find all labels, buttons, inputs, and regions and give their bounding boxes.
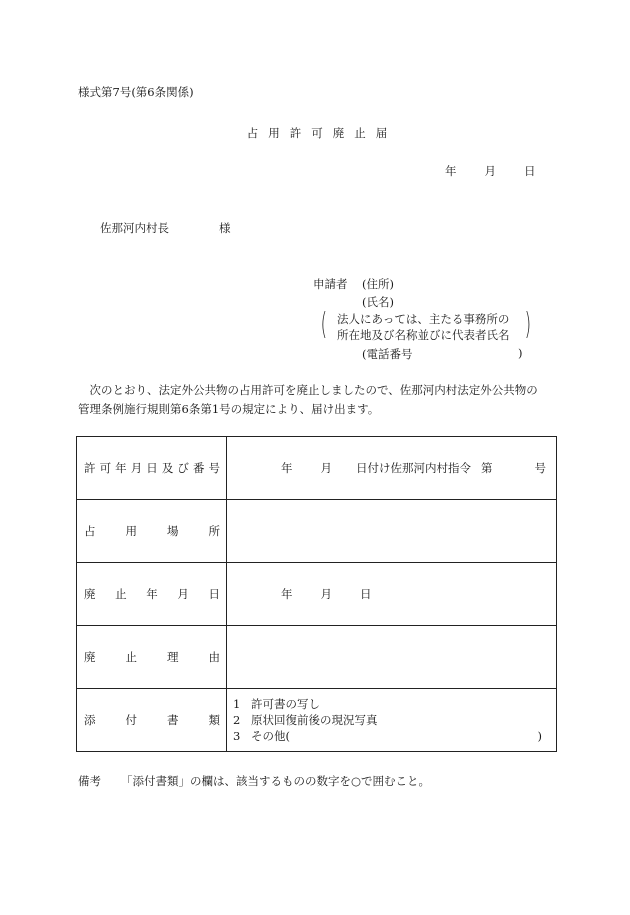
table-row <box>77 500 557 563</box>
abolish-year: 年 <box>281 587 293 601</box>
label-char: 占 <box>84 524 96 538</box>
body-line2: 管理条例施行規則第6条第1号の規定により、届け出ます。 <box>78 402 380 416</box>
form-number: 様式第7号(第6条関係) <box>78 85 194 99</box>
applicant-phone-close: ) <box>518 346 523 360</box>
attachment-number: 3 <box>233 729 241 743</box>
addressee-honorific: 様 <box>219 221 231 235</box>
permit-table <box>76 436 557 752</box>
label-char: 日 <box>208 587 220 601</box>
reason-label-cell <box>77 626 227 689</box>
attachments-label-cell <box>77 689 227 752</box>
label-char: び <box>177 461 189 475</box>
label-char: 由 <box>208 650 220 664</box>
list-item <box>233 728 556 744</box>
table-row <box>77 563 557 626</box>
label-char: 書 <box>167 713 179 727</box>
label-char: 及 <box>161 461 174 475</box>
permit-dai: 第 <box>481 461 493 475</box>
applicant-label: 申請者 <box>313 277 348 291</box>
body-line1-text: 次のとおり、法定外公共物の占用許可を廃止しましたので、佐那河内村法定外公共物の <box>89 383 538 397</box>
label-char: 廃 <box>84 587 96 601</box>
applicant-name-label: (氏名) <box>362 295 394 309</box>
permit-label-cell <box>77 437 227 500</box>
permit-go: 号 <box>534 461 546 475</box>
label-char: 場 <box>167 524 179 538</box>
reason-label <box>84 649 220 665</box>
attachment-text: 許可書の写し <box>251 697 320 711</box>
date-month: 月 <box>484 164 496 178</box>
remarks-label: 備考 <box>78 774 101 788</box>
date-day: 日 <box>524 164 536 178</box>
body-text <box>78 381 558 419</box>
close-paren-bracket: ) <box>524 307 532 342</box>
form-title: 占用許可廃止届 <box>246 126 398 140</box>
label-char: 年 <box>146 587 158 601</box>
permit-value-cell[interactable] <box>227 437 557 500</box>
label-char: 止 <box>115 587 127 601</box>
place-label <box>84 523 220 539</box>
label-char: 添 <box>84 713 96 727</box>
addressee <box>100 220 231 236</box>
abolish-date-value-cell[interactable] <box>227 563 557 626</box>
label-char: 許 <box>84 461 96 475</box>
permit-month: 月 <box>320 461 332 475</box>
permit-value <box>227 460 556 476</box>
applicant-phone-label: (電話番号 <box>362 347 413 361</box>
remarks-text: 「添付書類」の欄は、該当するものの数字を○で囲むこと。 <box>121 774 431 788</box>
place-label-cell <box>77 500 227 563</box>
permit-designation: 日付け佐那河内村指令 <box>356 461 471 475</box>
attachment-close-paren: ) <box>537 729 542 743</box>
attachments-list <box>227 696 556 744</box>
addressee-name: 佐那河内村長 <box>100 221 169 235</box>
label-char: 号 <box>208 461 220 475</box>
attachments-label <box>84 712 220 728</box>
attachment-number: 1 <box>233 697 241 711</box>
date-year: 年 <box>445 164 457 178</box>
abolish-date-label <box>84 586 220 602</box>
permit-year: 年 <box>281 461 293 475</box>
remarks <box>78 773 430 789</box>
table-row <box>77 689 557 752</box>
label-char: 番 <box>192 461 205 475</box>
label-char: 月 <box>177 587 189 601</box>
list-item <box>233 712 556 728</box>
label-char: 廃 <box>84 650 96 664</box>
label-char: 月 <box>130 461 143 475</box>
label-char: 用 <box>125 524 137 538</box>
reason-value-cell[interactable] <box>227 626 557 689</box>
attachment-text: 原状回復前後の現況写真 <box>251 713 378 727</box>
place-value-cell[interactable] <box>227 500 557 563</box>
attachment-text: その他( <box>251 729 290 743</box>
abolish-date-value <box>227 586 556 602</box>
table-row <box>77 626 557 689</box>
corp-note-line1: 法人にあっては、主たる事務所の <box>337 312 510 326</box>
label-char: 年 <box>115 461 127 475</box>
label-char: 理 <box>167 650 179 664</box>
corp-note-line2: 所在地及び名称並びに代表者氏名 <box>337 328 510 342</box>
attachments-value-cell[interactable] <box>227 689 557 752</box>
submission-date <box>445 163 536 179</box>
label-char: 日 <box>146 461 158 475</box>
body-line1 <box>78 381 558 400</box>
attachment-number: 2 <box>233 713 241 727</box>
open-paren-bracket: ( <box>320 307 328 342</box>
list-item <box>233 696 556 712</box>
permit-label <box>84 460 220 476</box>
applicant-address-label: (住所) <box>362 277 394 291</box>
abolish-day: 日 <box>360 587 372 601</box>
label-char: 所 <box>208 524 220 538</box>
label-char: 可 <box>99 461 112 475</box>
label-char: 止 <box>125 650 137 664</box>
abolish-month: 月 <box>320 587 332 601</box>
table-row <box>77 437 557 500</box>
label-char: 類 <box>208 713 220 727</box>
abolish-date-label-cell <box>77 563 227 626</box>
corporation-note <box>320 307 532 342</box>
label-char: 付 <box>125 713 137 727</box>
